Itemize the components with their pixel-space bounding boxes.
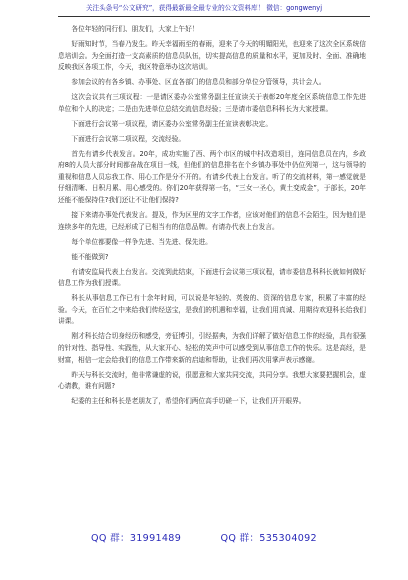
paragraph: 能不能做到? — [71, 252, 109, 261]
qq-group-1: QQ 群：31991489 — [91, 533, 182, 544]
paragraph: 接下来请办事处代表发言。提及，作为区里的文字工作者，应该对他们的信息不会陌生，因为他们是连续多年的先进，已经形成了已相当有的信息品牌。有请办代表上台发言。 — [58, 211, 366, 231]
paragraph: 昨天与科长交流时，他非常谦虚的说，很愿意和大家共同交流，共同分享。我想大家要把握机会，虚心请教，谁有问题? — [58, 370, 366, 391]
paragraph: 下面进行会议第二项议程，交流经验。 — [71, 134, 186, 143]
paragraph: 好雨知时节，当春乃发生。昨天幸福雨至的春雨，迎来了今天的明媚阳光，也迎来了这次全区系统信息培训会。为全面打造一支高素质的信息员队伍，切实提高信息的质量和水平，更加及时、全面、准确地反映我区各项工作，今天，我区特意举办这次培训。 — [58, 39, 366, 72]
qq-group-2: QQ 群：535304092 — [220, 533, 317, 544]
paragraph: 纪委的主任和科长是老朋友了，希望你们两位高手切磋一下，让我们开开眼界。 — [71, 397, 306, 406]
paragraph: 首先有请乡代表发言。20年，成功实施了西、两个市区的城中村改造项目，连同信息员在内，乡政府8的人员大部分时间都奋战在项目一线，但他们的信息排名在个乡镇办事处中仍位列第一，这与领导的重视和信息人员忘我工作、用心工作是分不开的。有请乡代表上台发言。听了的交流材料，第一感觉就是仔细清晰、日积月累、用心感受的。你们20年获得第一名，“三女一圣心，黄土变成金”，于部长，20年还能不能保持住?我们还让不让他们保持? — [58, 149, 366, 205]
header-divider — [58, 16, 370, 17]
paragraph: 刚才科长结合切身经历和感受，旁征博引，引经据典，为我们详解了做好信息工作的经验，具有很强的针对性、指导性、实践性，从大家开心、轻松的笑声中可以感受到从事信息工作的快乐。这是高经，是财富，相信一定会给我们的信息工作带来新的启迪和帮助，让我们再次用掌声表示感谢。 — [58, 332, 366, 364]
paragraph-greeting: 各位年轻的同行们、朋友们，大家上午好！ — [71, 25, 199, 33]
paragraph: 有请安监局代表上台发言。交流到此结束，下面进行会议第三项议程，请市委信息科科长就如何做好信息工作为我们授课。 — [58, 267, 366, 288]
header-banner: 关注头条号“公文研究”，获得最新最全最专业的公文资料库！ 微信：gongwenyj — [85, 4, 323, 12]
paragraph: 下面进行会议第一项议程，请区委办公室常务副主任宣读表彰决定。 — [71, 119, 273, 128]
document-body — [58, 24, 366, 411]
paragraph: 参加会议的有各乡镇、办事处、区直各部门的信息员和部分单位分管领导，共计会人。 — [71, 78, 326, 87]
footer-contact — [0, 530, 408, 544]
paragraph: 科长从事信息工作已有十余年时间，可以说是年轻的、英俊的、资深的信息专家，积累了丰富的经验。今天，在百忙之中来给我们传经送宝，是我们的机遇和幸福，让我们用真诚、用期待欢迎科长给我们讲课。 — [58, 294, 366, 326]
paragraph: 每个单位都要像一样争先进、当先进、保先进。 — [71, 237, 212, 246]
paragraph: 这次会议共有三项议程：一是请区委办公室常务副主任宣读关于表彰20年度全区系统信息工作先进单位和个人的决定；二是由先进单位总结交流信息经验；三是请市委信息科科长为大家授课。 — [58, 93, 366, 113]
